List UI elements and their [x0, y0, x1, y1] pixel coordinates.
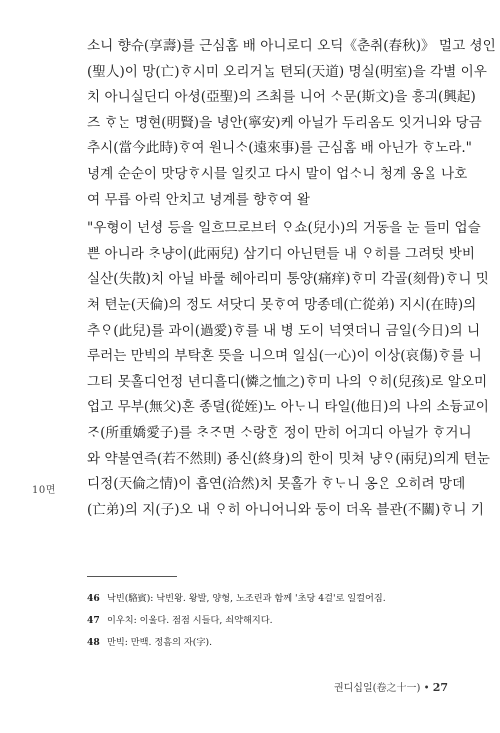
text-line: 녕계 순순이 맛당ᄒᆞ시믈 일킷고 다시 말이 업ᄉᆞ니 청계 옹ᄋᆞᆯ 나호	[87, 165, 468, 182]
text-line: 실산(失散)치 아닐 바룰 헤아리미 통양(痛痒)ᄒᆞ미 각골(刻骨)ᄒᆞ니 밋	[87, 271, 489, 288]
running-title: 권디십일(卷之十一)	[333, 683, 421, 694]
text-line: 소니 향슈(享壽)를 근심홈 배 아니로디 오딕《춘취(春秋)》 멀고 셩인	[87, 38, 496, 54]
page-number: 27	[432, 681, 448, 694]
footer-separator: •	[420, 683, 433, 694]
text-line: 와 약불연즉(若不然則) 죵신(終身)의 한이 밋쳐 냥ᄋᆞ(兩兒)의게 텬눈	[87, 450, 490, 467]
text-line: 그티 못홀디언정 년디흘디(憐之恤之)ᄒᆞ미 나의 ᄋᆞ히(兒孩)로 알오미	[87, 373, 488, 390]
text-line: 쁜 아니라 ᄎᆞ냥이(此兩兒) 삼기디 아닌텬들 내 ᄋᆞ히를 그려텃 밧비	[87, 245, 475, 262]
text-line: 즈 ᄒᆞᄂᆞᆫ 명현(明賢)을 녕안(寧安)케 아닐가 두리옴도 잇거니와 당금	[87, 114, 482, 131]
footnotes	[87, 588, 447, 654]
footnote-text: 낙빈(駱賓): 낙빈왕. 왕발, 양형, 노조린과 함께 '초당 4걸'로 일컬어짐.	[107, 593, 386, 604]
text-line: 루러는 만빅의 부탁혼 뜻을 니으며 일심(一心)이 이상(哀傷)ᄒᆞ를 니	[87, 348, 482, 365]
text-line: 추ᄋᆞ(此兒)를 과이(過愛)ᄒᆞ를 내 병 도이 넉엿더니 금일(今日)의 니	[87, 322, 481, 339]
text-line: 디정(天倫之情)이 흡연(洽然)치 못홀가 ᄒᆞᄂᆞ니 옹ᄋᆞᆫ 오히려 망데	[87, 476, 466, 493]
footnote-text: 만빅: 만백. 정흠의 자(字).	[107, 637, 213, 648]
text-line: 쳐 텬눈(天倫)의 정도 셔닷디 못ᄒᆞ여 망종데(亡從弟) 지시(在時)의	[87, 296, 477, 313]
margin-page-note: 10면	[32, 485, 56, 496]
text-line: ᄌᆞ(所重嬌愛子)를 ᄎᆞᄌᆞ면 ᄉᆞ랑ᄒᆞᆫ 정이 만히 어긔디 아닐가 ᄒᆞ거니	[87, 424, 472, 441]
text-line: 치 아니실딘디 아셩(亞聖)의 즈최를 니어 ᄉᆞ문(斯文)을 흥긔(興起)	[87, 89, 476, 106]
footnote-divider	[87, 576, 177, 577]
text-line: 추시(當今此時)ᄒᆞ여 원니ᄉᆞ(遠來事)를 근심홈 배 아닌가 ᄒᆞ노라."	[87, 140, 472, 157]
footnote-number: 47	[87, 615, 100, 626]
footnote	[87, 632, 447, 654]
footnote	[87, 610, 447, 632]
footnote-number: 46	[87, 593, 100, 604]
page-footer	[334, 679, 448, 694]
text-line: (聖人)이 망(亡)ᄒᆞ시미 오리거ᄂᆞᆯ 텬되(天道) 명실(明室)을 각별 이우	[87, 63, 487, 80]
footnote	[87, 588, 447, 610]
footnote-text: 이우치: 이울다. 점점 시들다, 쇠약해지다.	[107, 615, 273, 626]
text-line: "우형이 넌셩 등을 일흐므로브터 ᄋᆞ쇼(兒小)의 거동을 눈 들미 업슬	[87, 220, 481, 237]
main-text	[87, 34, 496, 523]
text-line: (亡弟)의 지(子)오 내 ᄋᆞ히 아니어니와 둥이 더옥 블관(不關)ᄒᆞ니 기	[87, 501, 484, 518]
text-line: 여 무릅 아릭 안치고 녕계를 향ᄒᆞ여 왈	[87, 191, 310, 208]
text-line: 업고 무부(無父)혼 종뎔(從姪)노 아ᄂᆞ니 타일(他日)의 나의 소듕교이	[87, 399, 489, 416]
footnote-number: 48	[87, 637, 100, 648]
